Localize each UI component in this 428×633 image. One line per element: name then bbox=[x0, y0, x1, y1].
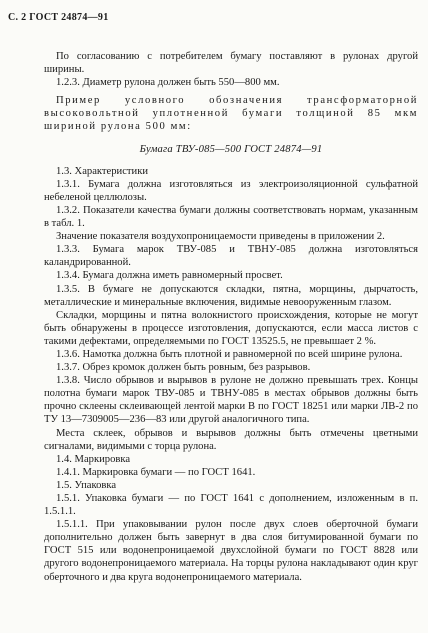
paragraph: Места склеек, обрывов и вырывов должны быть отмечены цветными сигналами, видимыми с торца рулона. bbox=[44, 427, 418, 452]
example-caption: Пример условного обозначения трансформаторной высоковольтной уплотненной бумаги толщиной 85 мкм шириной рулона 500 мм: bbox=[44, 95, 418, 133]
paragraph: 1.3.7. Обрез кромок должен быть ровным, без разрывов. bbox=[56, 362, 311, 374]
example-designation: Бумага ТВУ-085—500 ГОСТ 24874—91 bbox=[139, 143, 323, 155]
paragraph: Складки, морщины и пятна волокнистого происхождения, которые не могут быть обнаружены в процессе изготовления, допускаются, если масса листов с такими дефектами, определяемыми по ГОСТ 13525.5, не превышает 2 %. bbox=[44, 309, 418, 347]
paragraph: 1.5.1.1. При упаковывании рулон после двух слоев оберточной бумаги дополнительно должен быть завернут в два слоя битумированной бумаги по ГОСТ 515 или водонепроницаемой двухслойной бумаги по ГОСТ 8828 или другого водонепроницаемого материала. На торцы рулона накладывают один круг оберточного и два круга водонепроницаемого материала. bbox=[44, 519, 418, 583]
paragraph: 1.3.3. Бумага марок ТВУ-085 и ТВНУ-085 должна изготовляться каландрированной. bbox=[44, 244, 418, 269]
paragraph: 1.4.1. Маркировка бумаги — по ГОСТ 1641. bbox=[56, 466, 256, 478]
section-heading: 1.4. Маркировка bbox=[56, 453, 131, 465]
paragraph: 1.3.5. В бумаге не допускаются складки, пятна, морщины, дырчатость, металлические и минеральные включения, видимые невооруженным глазом. bbox=[44, 283, 418, 308]
document-body bbox=[44, 50, 418, 584]
paragraph: 1.3.6. Намотка должна быть плотной и равномерной по всей ширине рулона. bbox=[56, 348, 403, 360]
paragraph: 1.5.1. Упаковка бумаги — по ГОСТ 1641 с дополнением, изложенным в п. 1.5.1.1. bbox=[44, 493, 418, 518]
section-heading: 1.3. Характеристики bbox=[56, 165, 149, 177]
paragraph: 1.3.1. Бумага должна изготовляться из электроизоляционной сульфатной небеленой целлюлозы. bbox=[44, 178, 418, 203]
paragraph: 1.2.3. Диаметр рулона должен быть 550—800 мм. bbox=[56, 77, 280, 89]
section-heading: 1.5. Упаковка bbox=[56, 479, 117, 491]
page-header: С. 2 ГОСТ 24874—91 bbox=[8, 12, 109, 23]
paragraph: 1.3.2. Показатели качества бумаги должны соответствовать нормам, указанным в табл. 1. bbox=[44, 204, 418, 230]
paragraph: Значение показателя воздухопроницаемости приведены в приложении 2. bbox=[56, 231, 385, 243]
paragraph: По согласованию с потребителем бумагу поставляют в рулонах другой ширины. bbox=[44, 51, 418, 76]
paragraph: 1.3.4. Бумага должна иметь равномерный просвет. bbox=[56, 270, 283, 282]
paragraph: 1.3.8. Число обрывов и вырывов в рулоне не должно превышать трех. Концы полотна бумаги марок ТВУ-085 и ТВНУ-085 в местах обрывов должны быть прочно склеены склеивающей лентой марки В по ГОСТ 18251 или марки ЛВ-2 по ТУ 13—7309005—236—83 или другой аналогичного типа. bbox=[44, 375, 418, 426]
